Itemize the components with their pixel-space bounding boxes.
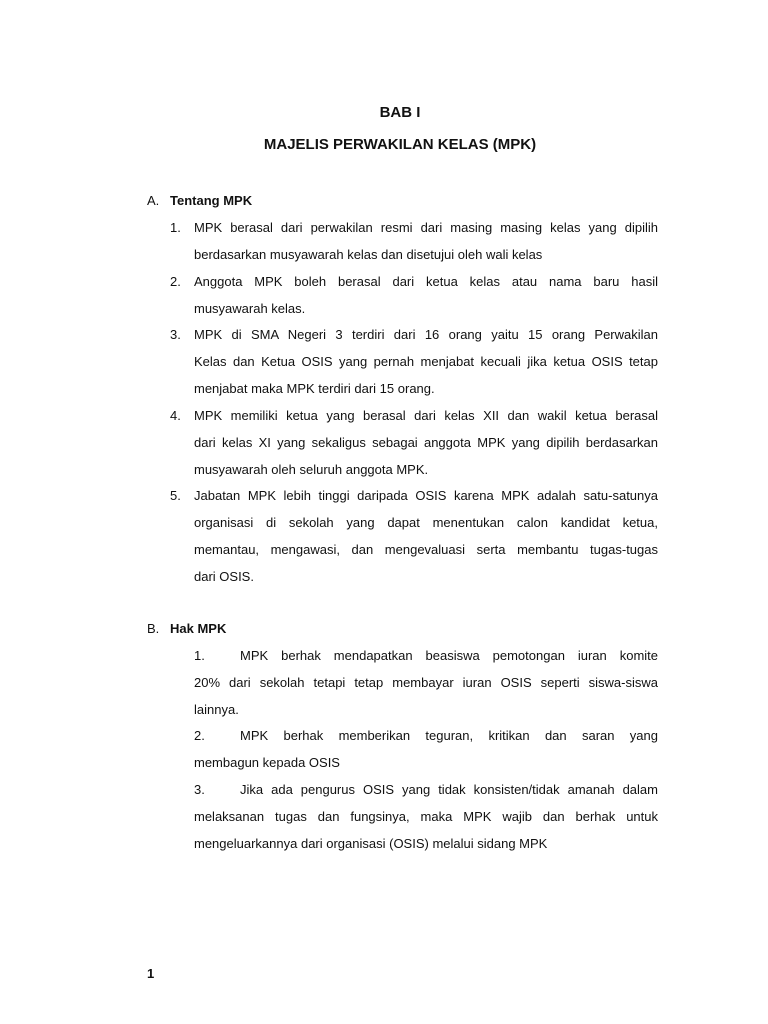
list-number: 3. [170,327,181,342]
page-number: 1 [147,966,155,981]
list-item-line: lainnya. [194,702,239,717]
list-number: 1. [170,220,181,235]
list-item-line: Kelas dan Ketua OSIS yang pernah menjabat kecuali jika ketua OSIS tetap [194,354,658,369]
list-item-line: dari OSIS. [194,569,254,584]
section-title: Tentang MPK [170,193,253,208]
list-number: 1. [194,648,205,663]
list-item-line: berdasarkan musyawarah kelas dan disetujui oleh wali kelas [194,247,543,262]
list-number: 2. [194,728,205,743]
section-letter: A. [147,193,160,208]
list-item-line: MPK berhak mendapatkan beasiswa pemotongan iuran komite [240,648,658,663]
section-letter: B. [147,621,160,636]
list-item-line: MPK memiliki ketua yang berasal dari kelas XII dan wakil ketua berasal [194,408,658,423]
list-item-line: organisasi di sekolah yang dapat menentukan calon kandidat ketua, [194,515,658,530]
list-number: 3. [194,782,205,797]
list-item-line: dari kelas XI yang sekaligus sebagai anggota MPK yang dipilih berdasarkan [194,435,658,450]
list-item-line: 20% dari sekolah tetapi tetap membayar iuran OSIS seperti siswa-siswa [194,675,658,690]
section-a-heading [147,193,252,208]
list-number: 2. [170,274,181,289]
section-title: Hak MPK [170,621,227,636]
list-item-line: melaksanan tugas dan fungsinya, maka MPK wajib dan berhak untuk [194,809,658,824]
list-item-line: Jabatan MPK lebih tinggi daripada OSIS karena MPK adalah satu-satunya [194,488,658,503]
list-item-line: menjabat maka MPK terdiri dari 15 orang. [194,381,435,396]
list-item-line: musyawarah oleh seluruh anggota MPK. [194,462,429,477]
list-item-line: MPK berhak memberikan teguran, kritikan dan saran yang [240,728,658,743]
list-item-line: mengeluarkannya dari organisasi (OSIS) melalui sidang MPK [194,836,548,851]
document-title: MAJELIS PERWAKILAN KELAS (MPK) [263,136,537,153]
list-item-line: Anggota MPK boleh berasal dari ketua kelas atau nama baru hasil [194,274,658,289]
list-item-line: memantau, mengawasi, dan mengevaluasi serta membantu tugas-tugas [194,542,658,557]
section-b-heading [147,621,226,636]
list-number: 4. [170,408,181,423]
list-item-line: Jika ada pengurus OSIS yang tidak konsisten/tidak amanah dalam [240,782,658,797]
list-item-line: membagun kepada OSIS [194,755,340,770]
chapter-heading: BAB I [379,104,421,121]
list-item-line: MPK berasal dari perwakilan resmi dari masing masing kelas yang dipilih [194,220,658,235]
list-item-line: MPK di SMA Negeri 3 terdiri dari 16 orang yaitu 15 orang Perwakilan [194,327,658,342]
list-number: 5. [170,488,181,503]
list-item-line: musyawarah kelas. [194,301,306,316]
